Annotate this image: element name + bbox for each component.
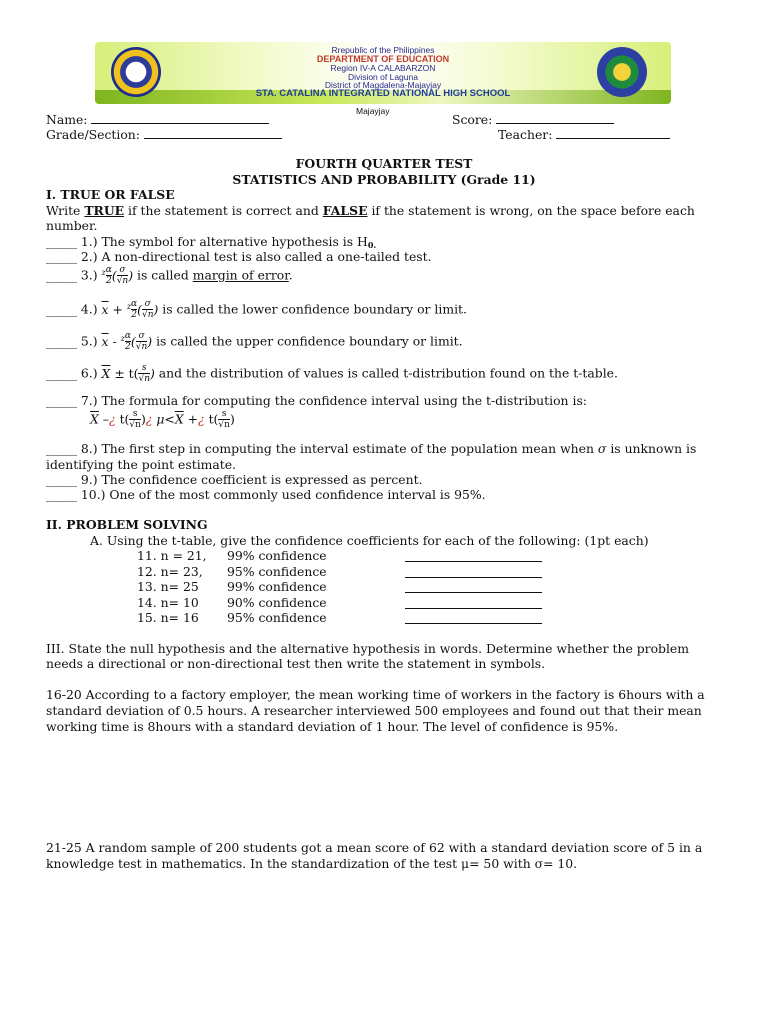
question-10: [46, 487, 486, 502]
question-text: is called: [133, 267, 193, 283]
question-2: [46, 249, 432, 264]
question-number: 5.): [76, 333, 98, 349]
answer-line[interactable]: [405, 567, 542, 578]
z-symbol: z: [126, 301, 132, 311]
paren: ): [147, 333, 153, 349]
x-bar: $\overline{X}$: [101, 365, 111, 381]
teacher-label: Teacher:: [498, 127, 553, 142]
lower-bound-formula: [101, 299, 159, 320]
margin-of-error-term: margin of error: [192, 267, 289, 283]
t-paren: t(: [119, 411, 130, 427]
part3-instructions-1: III. State the null hypothesis and the alternative hypothesis in words. Determine whether the problem: [46, 641, 690, 656]
item-sample-size: 13. n= 25: [137, 579, 199, 594]
problem-16-20-line1: 16-20 According to a factory employer, the mean working time of workers in the factory is 6hours with a: [46, 687, 705, 702]
question-4: [46, 300, 467, 320]
red-glyph: ¿: [108, 411, 116, 427]
problem-21-25-line1: 21-25 A random sample of 200 students got a mean score of 62 with a standard deviation score of 5 in a: [46, 840, 703, 855]
z-symbol: z: [101, 267, 106, 277]
question-number: 4.): [76, 301, 98, 317]
paren: ): [140, 411, 146, 427]
question-5: [46, 332, 463, 352]
item-sample-size: 11. n = 21,: [137, 548, 207, 563]
item-sample-size: 12. n= 23,: [137, 563, 203, 579]
plus-minus-t: ± t(: [110, 365, 139, 381]
sigma-over-sqrt-n: [136, 332, 148, 352]
x-bar: $\overline{x}$: [101, 301, 109, 317]
s-over-sqrt-n: [138, 364, 150, 384]
sqrt-n: √n: [138, 374, 150, 384]
item-sample-size: 14. n= 10: [137, 594, 199, 610]
header-department: DEPARTMENT OF EDUCATION: [316, 54, 450, 64]
part1-instructions: [46, 203, 695, 218]
plus: +: [183, 411, 198, 427]
s: s: [221, 409, 227, 419]
question-text: and the distribution of values is called t-distribution found on the t-table.: [154, 365, 618, 381]
header-town: Majayjay: [356, 106, 390, 116]
q7-formula: [90, 410, 235, 430]
item-confidence-level: 90% confidence: [227, 594, 327, 610]
answer-blank[interactable]: _____: [46, 249, 77, 264]
paren: ): [149, 365, 155, 381]
name-label: Name:: [46, 112, 88, 127]
test-subtitle: STATISTICS AND PROBABILITY (Grade 11): [232, 172, 536, 187]
header-republic: Rrepublic of the Philippines: [331, 45, 435, 55]
question-text: is unknown is: [606, 441, 697, 456]
answer-line[interactable]: [405, 582, 542, 593]
question-number: 6.): [76, 365, 98, 381]
item-confidence-level: 99% confidence: [227, 579, 327, 594]
paren: (: [111, 267, 117, 283]
two: 2: [131, 310, 137, 320]
sqrt-n: √n: [129, 420, 141, 430]
sigma-over-sqrt-n: [142, 300, 154, 320]
instr-false: FALSE: [322, 203, 368, 218]
s-over-sqrt-n: [129, 410, 141, 430]
question-text: 7.) The formula for computing the confidence interval using the t-distribution is:: [76, 393, 587, 408]
header-banner: [95, 42, 671, 104]
instr-text: if the statement is wrong, on the space before each: [367, 203, 695, 218]
problem-16-20-line2: standard deviation of 0.5 hours. A researcher interviewed 500 employees and found out that their mean: [46, 703, 702, 718]
problem-21-25-line2: knowledge test in mathematics. In the standardization of the test μ= 50 with σ= 10.: [46, 856, 578, 871]
sqrt-n: √n: [141, 310, 154, 320]
answer-line[interactable]: [405, 613, 542, 624]
s-over-sqrt-n: [218, 410, 230, 430]
two: 2: [105, 276, 112, 286]
minus: –: [98, 411, 109, 427]
sigma-over-sqrt-n: [117, 266, 129, 286]
paren: ): [153, 301, 159, 317]
item-confidence-level: 95% confidence: [227, 610, 327, 625]
paren: (: [137, 301, 142, 317]
item-confidence-level: 99% confidence: [227, 548, 327, 563]
question-text: 1.) The symbol for alternative hypothesis is H: [76, 234, 368, 249]
answer-line[interactable]: [405, 598, 542, 609]
header-division: Division of Laguna: [348, 72, 418, 82]
question-text: is called the lower confidence boundary or limit.: [158, 301, 467, 317]
t-paren: t(: [208, 411, 219, 427]
question-text: 10.) One of the most commonly used confidence interval is 95%.: [76, 487, 486, 502]
answer-blank[interactable]: _____: [46, 472, 77, 487]
question-3: [46, 266, 293, 286]
question-8-cont: identifying the point estimate.: [46, 457, 237, 472]
s: s: [141, 363, 147, 373]
question-text: 8.) The first step in computing the interval estimate of the population mean when: [76, 441, 598, 456]
sigma: σ: [144, 299, 151, 309]
answer-blank[interactable]: _____: [46, 267, 77, 283]
t-interval-formula: [101, 363, 155, 384]
sqrt-n: √n: [116, 276, 129, 286]
alpha: α: [124, 331, 131, 341]
answer-blank[interactable]: _____: [46, 333, 77, 349]
item-sample-size: 15. n= 16: [137, 610, 199, 625]
x-bar: $\overline{X}$: [90, 411, 99, 427]
score-blank[interactable]: [496, 113, 614, 124]
grade-blank[interactable]: [144, 128, 282, 139]
sigma: σ: [597, 441, 607, 456]
answer-blank[interactable]: _____: [46, 234, 77, 249]
answer-blank[interactable]: _____: [46, 301, 77, 317]
answer-blank[interactable]: _____: [46, 393, 77, 408]
name-blank[interactable]: [91, 113, 269, 124]
question-9: [46, 472, 423, 487]
paren: ): [128, 267, 134, 283]
alpha: α: [105, 265, 112, 275]
grade-label: Grade/Section:: [46, 127, 140, 142]
question-7: [46, 393, 587, 408]
instr-text: Write: [46, 203, 85, 218]
two: 2: [125, 342, 131, 352]
test-title: FOURTH QUARTER TEST: [295, 156, 473, 171]
mu-less-than: μ<: [152, 411, 175, 427]
x-bar: $\overline{x}$: [101, 333, 109, 349]
minus: -: [108, 333, 121, 349]
item-confidence-level: 95% confidence: [227, 563, 327, 579]
instr-true: TRUE: [84, 203, 125, 218]
name-field: [46, 112, 269, 127]
header-school-name: STA. CATALINA INTEGRATED NATIONAL HIGH SCHOOL: [255, 88, 511, 99]
question-text: is called the upper confidence boundary or limit.: [152, 333, 463, 349]
sqrt-n: √n: [135, 342, 148, 352]
part3-instructions-2: needs a directional or non-directional test then write the statement in symbols.: [46, 656, 546, 671]
grade-field: [46, 127, 282, 142]
teacher-field: [498, 127, 670, 142]
question-6: [46, 364, 618, 384]
question-text: 9.) The confidence coefficient is expressed as percent.: [76, 472, 423, 487]
question-number: 3.): [76, 267, 98, 283]
sigma: σ: [138, 331, 145, 341]
header-district: District of Magdalena-Majayjay: [324, 80, 442, 90]
answer-blank[interactable]: _____: [46, 441, 77, 456]
part2-heading: II. PROBLEM SOLVING: [46, 517, 208, 532]
question-1: [46, 234, 376, 250]
header-region: Region IV-A CALABARZON: [330, 63, 436, 73]
score-field: [452, 112, 614, 127]
answer-blank[interactable]: _____: [46, 487, 77, 502]
x-bar: $\overline{X}$: [174, 411, 184, 427]
question-8: [46, 441, 696, 456]
sigma: σ: [119, 265, 126, 275]
paren: (: [130, 333, 136, 349]
red-glyph: ¿: [197, 411, 205, 427]
alpha: α: [131, 299, 138, 309]
s: s: [132, 409, 138, 419]
instr-text: if the statement is correct and: [124, 203, 323, 218]
problem-16-20-line3: working time is 8hours with a standard deviation of 1 hour. The level of confidence is 95%.: [46, 719, 619, 734]
paren: ): [229, 411, 235, 427]
z-symbol: z: [120, 333, 125, 343]
subscript: 0.: [367, 240, 377, 250]
z-alpha-2-formula: [101, 265, 134, 286]
part2-instructions: A. Using the t-table, give the confidence coefficients for each of the following: (1pt each): [90, 533, 649, 548]
teacher-blank[interactable]: [556, 128, 670, 139]
red-glyph: ¿: [145, 411, 153, 427]
sqrt-n: √n: [218, 420, 230, 430]
period: .: [288, 267, 293, 283]
plus: +: [108, 301, 127, 317]
part1-heading: I. TRUE OR FALSE: [46, 187, 175, 202]
answer-blank[interactable]: _____: [46, 365, 77, 381]
score-label: Score:: [452, 112, 493, 127]
upper-bound-formula: [101, 331, 153, 352]
question-text: 2.) A non-directional test is also called a one-tailed test.: [76, 249, 432, 264]
part1-instructions-cont: number.: [46, 218, 98, 233]
answer-line[interactable]: [405, 551, 542, 562]
